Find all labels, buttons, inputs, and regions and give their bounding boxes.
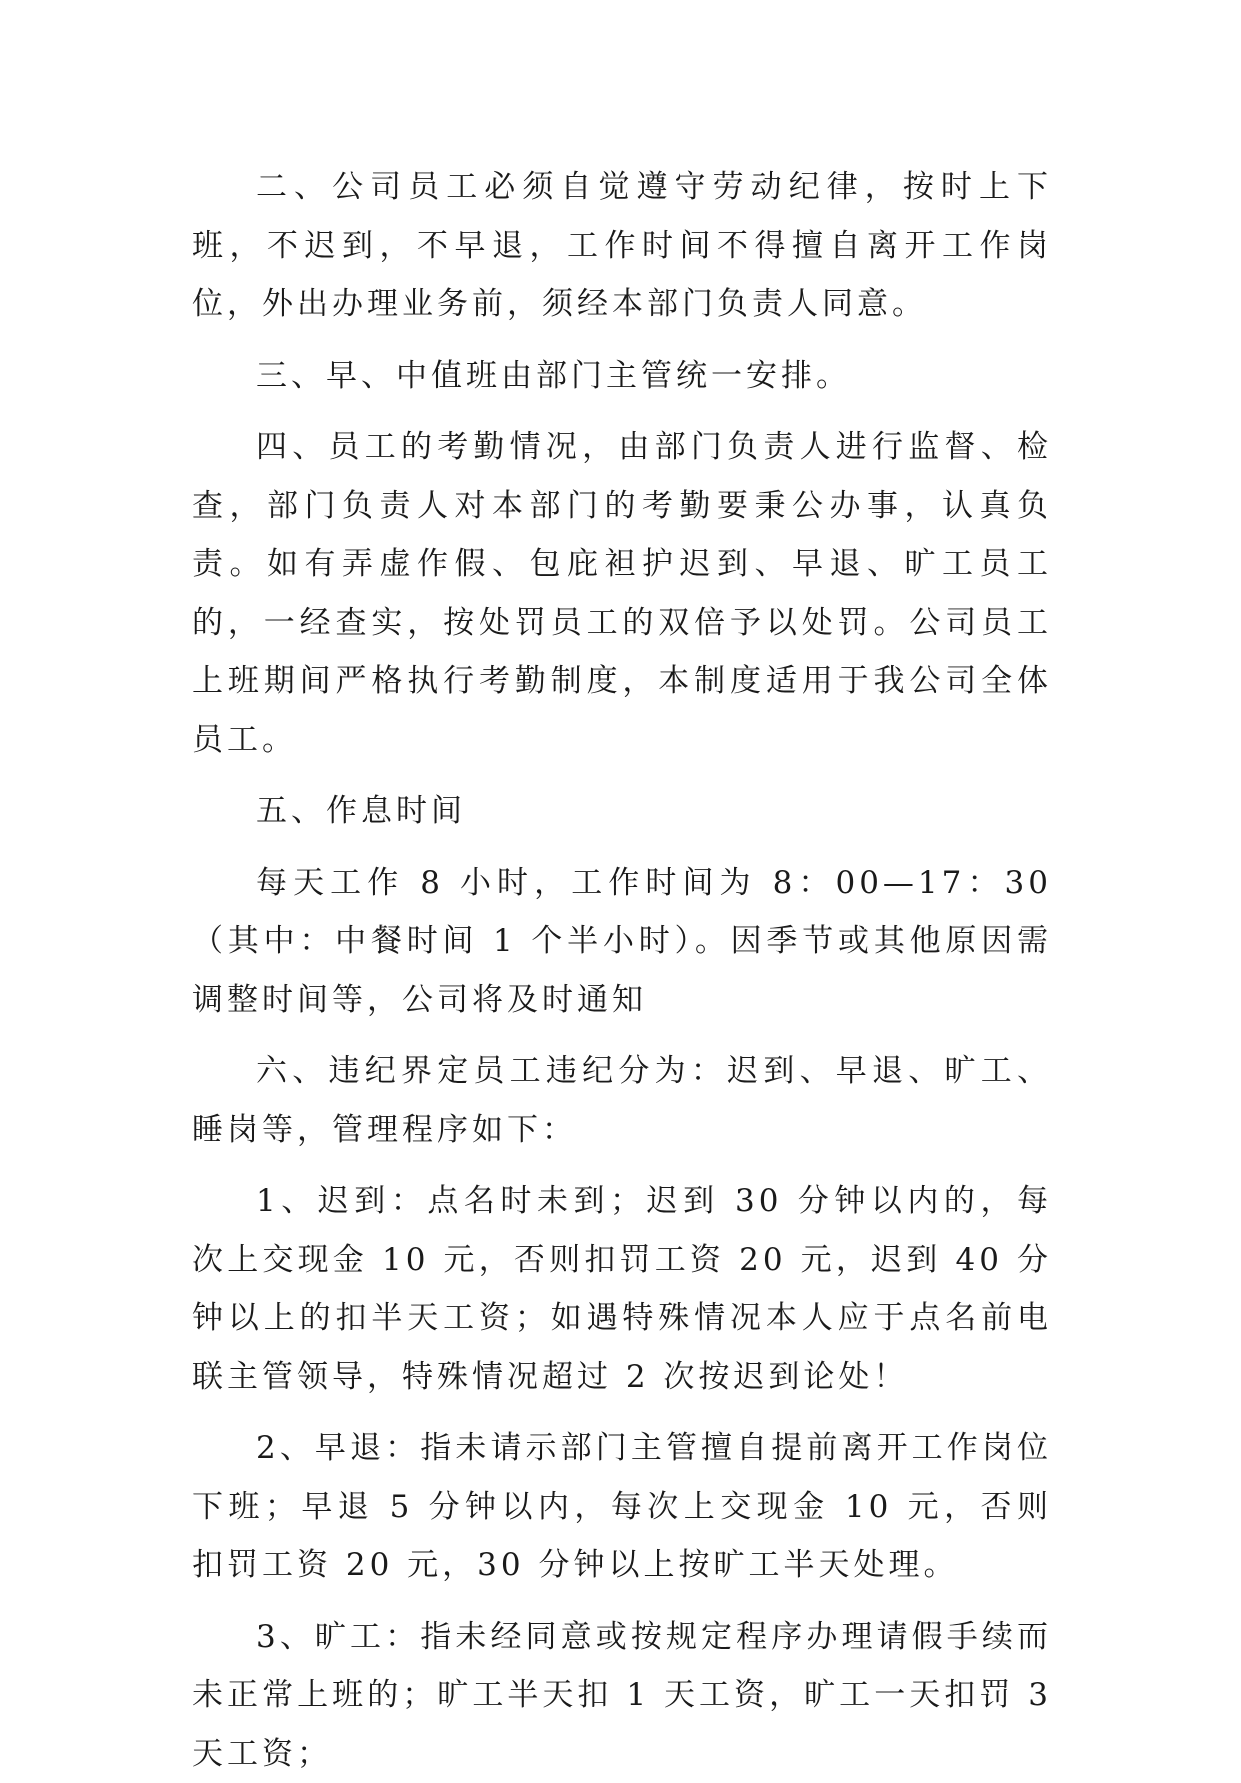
paragraph-lateness: 1、迟到：点名时未到；迟到 30 分钟以内的，每次上交现金 10 元，否则扣罚工资 20 元，迟到 40 分钟以上的扣半天工资；如遇特殊情况本人应于点名前电联主管领导，特殊情况超过 2 次按迟到论处！ bbox=[192, 1172, 1052, 1406]
paragraph-work-hours: 每天工作 8 小时，工作时间为 8：00—17：30（其中：中餐时间 1 个半小时）。因季节或其他原因需调整时间等，公司将及时通知 bbox=[192, 854, 1052, 1030]
paragraph-early-leave: 2、早退：指未请示部门主管擅自提前离开工作岗位下班；早退 5 分钟以内，每次上交现金 10 元，否则扣罚工资 20 元，30 分钟以上按旷工半天处理。 bbox=[192, 1419, 1052, 1595]
paragraph-work-hours-heading: 五、作息时间 bbox=[192, 782, 1052, 841]
paragraph-duty-shift: 三、早、中值班由部门主管统一安排。 bbox=[192, 347, 1052, 406]
document-body bbox=[192, 158, 1052, 1783]
paragraph-violation-definition: 六、违纪界定员工违纪分为：迟到、早退、旷工、睡岗等，管理程序如下： bbox=[192, 1042, 1052, 1159]
paragraph-work-discipline: 二、公司员工必须自觉遵守劳动纪律，按时上下班，不迟到，不早退，工作时间不得擅自离开工作岗位，外出办理业务前，须经本部门负责人同意。 bbox=[192, 158, 1052, 334]
paragraph-absenteeism: 3、旷工：指未经同意或按规定程序办理请假手续而未正常上班的；旷工半天扣 1 天工资，旷工一天扣罚 3 天工资； bbox=[192, 1608, 1052, 1783]
paragraph-attendance-supervision: 四、员工的考勤情况，由部门负责人进行监督、检查，部门负责人对本部门的考勤要秉公办事，认真负责。如有弄虚作假、包庇袒护迟到、早退、旷工员工的，一经查实，按处罚员工的双倍予以处罚。公司员工上班期间严格执行考勤制度，本制度适用于我公司全体员工。 bbox=[192, 418, 1052, 769]
